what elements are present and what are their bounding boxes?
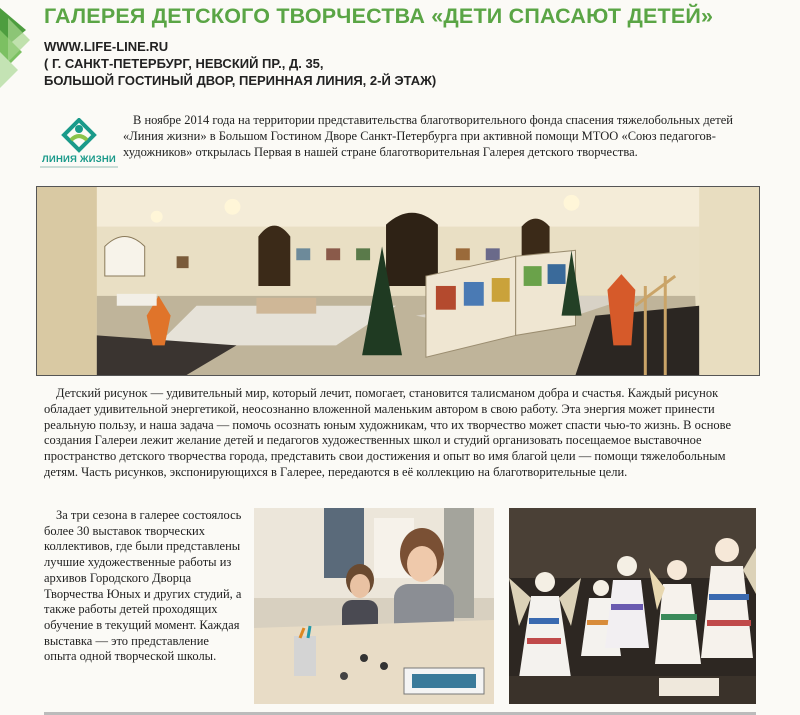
address-line-2: БОЛЬШОЙ ГОСТИНЫЙ ДВОР, ПЕРИННАЯ ЛИНИЯ, 2-Й ЭТАЖ) [44, 73, 437, 88]
website-link[interactable]: WWW.LIFE-LINE.RU [44, 39, 169, 54]
logo-text: ЛИНИЯ ЖИЗНИ [42, 154, 116, 165]
logo-underline [40, 166, 118, 168]
corner-decoration [0, 0, 38, 92]
address-line-1: ( Г. САНКТ-ПЕТЕРБУРГ, НЕВСКИЙ ПР., Д. 35, [44, 56, 324, 71]
ceramic-angels-photo [509, 508, 756, 704]
next-text-line-clipped [44, 708, 756, 715]
page-title: ГАЛЕРЕЯ ДЕТСКОГО ТВОРЧЕСТВА «ДЕТИ СПАСАЮТ ДЕТЕЙ» [44, 4, 714, 28]
children-workshop-photo [254, 508, 494, 704]
intro-paragraph: В ноябре 2014 года на территории представительства благотворительного фонда спасения тяжелобольных детей «Линия жизни» в Большом Гостином Дворе Санкт-Петербурга при активной помощи МТОО «Союз педагогов-художников» открылась Первая в нашей стране благотворительная Галерея детского творчества. [123, 113, 733, 159]
gallery-panorama-photo [36, 186, 760, 376]
exhibitions-paragraph: За три сезона в галерее состоялось более 30 выставок творческих коллективов, где были представлены лучшие художественные работы из архивов Городского Дворца Творчества Юных и других студий, а также работы детей проходящих обучение в текущий момент. Каждая выставка — это представление опыта одной творческой школы. [44, 508, 242, 664]
life-line-logo [38, 118, 120, 174]
address-block [44, 38, 436, 89]
main-paragraph: Детский рисунок — удивительный мир, который лечит, помогает, становится талисманом добра и счастья. Каждый рисунок обладает удивительной энергетикой, неосознанно вложенной маленьким автором в свою работу. Эта энергия может принести реальную пользу, и наша задача — помочь осознать юным художникам, что их творчество может спасти чью-то жизнь. В основе создания Галереи лежит желание детей и педагогов художественных школ и студий организовать посещаемое выставочное пространство детского творчества города, представить свои достижения и опыт во имя благой цели — помощи тяжелобольным детям. Часть рисунков, экспонирующихся в Галерее, передаются в её коллекцию на благотворительные цели. [44, 386, 732, 479]
life-line-logo-icon [38, 118, 120, 154]
